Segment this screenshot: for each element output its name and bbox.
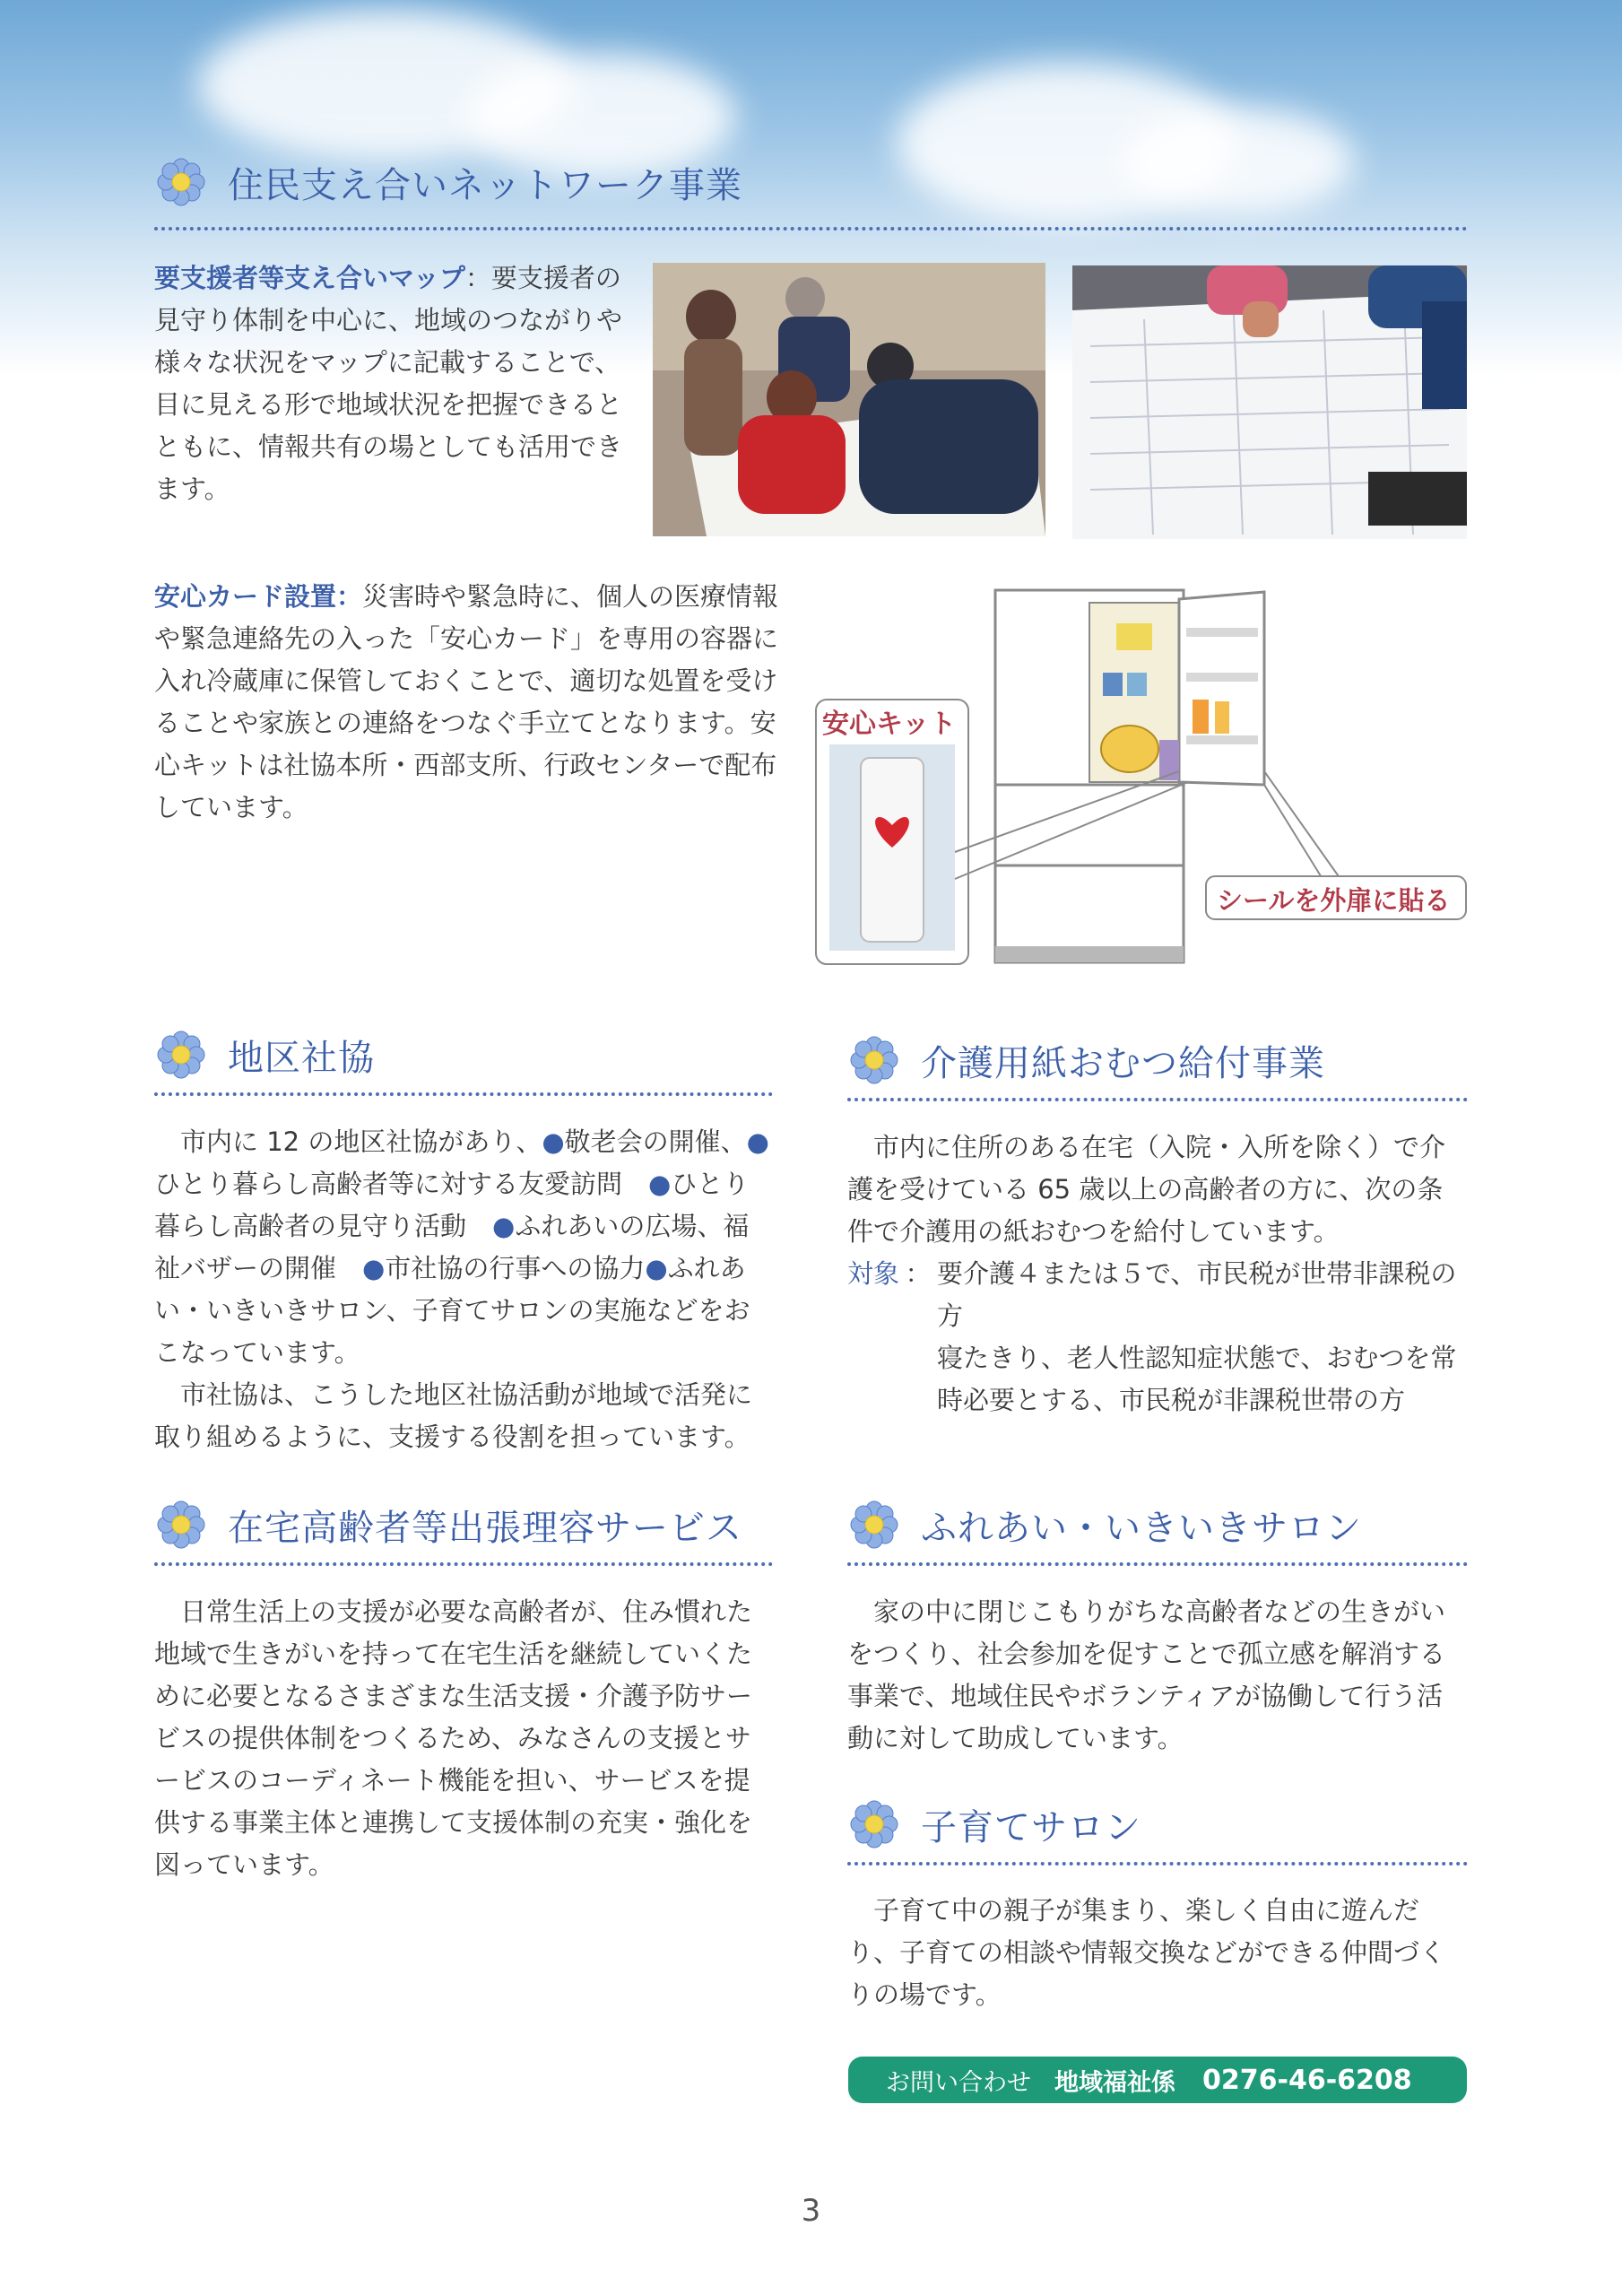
diaper-heading [847,1033,1325,1087]
bullet: ● [492,1211,516,1241]
section-divider [847,1562,1468,1566]
bullet: ● [746,1126,769,1157]
district-item: ふれあい・いきいきサロン、子育てサロンの実施などをおこなっています。 [154,1253,750,1368]
barber-paragraph [154,1591,773,1886]
contact-bar [848,2057,1467,2103]
sticker-label: シールを外扉に貼る [1217,885,1451,916]
map-text: ：要支援者の見守り体制を中心に、地域のつながりや様々な状況をマップに記載することで、目に見える形で地域状況を把握できるとともに、情報共有の場としても活用できます。 [154,263,623,504]
section-divider [847,1098,1468,1101]
barber-text: 日常生活上の支援が必要な高齢者が、住み慣れた地域で生きがいを持って在宅生活を継続していくために必要となるさまざまな生活支援・介護予防サービスの提供体制をつくるため、みなさんの支援とサービスのコーディネート機能を担い、サービスを提供する事業主体と連携して支援体制の充実・強化を図っています。 [154,1596,753,1880]
mapping-photo-1 [653,263,1045,536]
network-heading [154,155,742,209]
flower-icon [847,1797,901,1851]
district-lead: 市内に 12 の地区社協があり、 [180,1126,542,1157]
bullet: ● [542,1126,565,1157]
kit-label: 安心キット [822,709,957,740]
card-text: 災害時や緊急時に、個人の医療情報や緊急連絡先の入った「安心カード」を専用の容器に入れ冷蔵庫に保管しておくことで、適切な処置を受けることや家族との連絡をつなぐ手立てとなります。安心キットは社協本所・西部支所、行政センターで配布しています。 [154,581,779,822]
contact-department: 地域福祉係 [1054,2068,1175,2097]
section-divider [154,1562,773,1566]
bullet: ● [362,1253,386,1283]
fridge-illustration [811,583,1475,969]
card-paragraph [154,576,782,829]
contact-phone[interactable]: 0276-46-6208 [1202,2064,1412,2096]
section-divider [154,227,1468,230]
kids-heading [847,1797,1141,1851]
salon-heading [847,1498,1362,1552]
kids-title: 子育てサロン [921,1806,1141,1848]
salon-text: 家の中に閉じこもりがちな高齢者などの生きがいをつくり、社会参加を促すことで孤立感を解消する事業で、地域住民やボランティアが協働して行う活動に対して助成しています。 [847,1596,1446,1753]
target-label: 対象 [847,1258,900,1289]
diaper-paragraph [847,1126,1468,1422]
district-paragraph [154,1121,773,1458]
target-condition-1: 要介護４または５で、市民税が世帯非課税の方 [937,1258,1457,1331]
network-title: 住民支え合いネットワーク事業 [228,164,742,206]
map-label: 要支援者等支え合いマップ [154,263,465,293]
district-item: ひとり暮らし高齢者の見守り活動 [154,1169,750,1241]
section-divider [847,1862,1468,1866]
salon-paragraph [847,1591,1468,1760]
bullet: ● [645,1253,668,1283]
barber-heading [154,1498,742,1552]
district-item: 敬老会の開催、 [564,1126,747,1157]
diaper-text: 市内に住所のある在宅（入院・入所を除く）で介護を受けている 65 歳以上の高齢者の方に、次の条件で介護用の紙おむつを給付しています。 [847,1132,1446,1247]
contact-label: お問い合わせ [886,2068,1031,2097]
section-divider [154,1092,773,1096]
target-condition-2: 寝たきり、老人性認知症状態で、おむつを常時必要とする、市民税が非課税世帯の方 [937,1343,1457,1415]
district-item: 市社協の行事への協力 [385,1253,646,1283]
flower-icon [154,1028,208,1082]
flower-icon [154,155,208,209]
map-paragraph [154,257,622,510]
page-number: 3 [801,2193,821,2229]
diaper-title: 介護用紙おむつ給付事業 [921,1042,1325,1084]
target-separator: ： [905,1258,932,1289]
flower-icon [154,1498,208,1552]
district-title: 地区社協 [228,1037,375,1079]
district-item: ふれあいの広場、福祉バザーの開催 [154,1211,750,1283]
district-heading [154,1028,375,1082]
mapping-photo-2 [1072,265,1467,539]
flower-icon [847,1033,901,1087]
bullet: ● [648,1169,672,1199]
district-role-text: 市社協は、こうした地区社協活動が地域で活発に取り組めるように、支援する役割を担っています。 [154,1379,753,1452]
kids-paragraph [847,1890,1468,2016]
district-item: ひとり暮らし高齢者等に対する友愛訪問 [154,1169,649,1199]
kids-text: 子育て中の親子が集まり、楽しく自由に遊んだり、子育ての相談や情報交換などができる仲間づくりの場です。 [847,1895,1446,2010]
card-label: 安心カード設置： [154,581,363,612]
salon-title: ふれあい・いきいきサロン [921,1507,1362,1549]
barber-title: 在宅高齢者等出張理容サービス [228,1507,742,1549]
flower-icon [847,1498,901,1552]
